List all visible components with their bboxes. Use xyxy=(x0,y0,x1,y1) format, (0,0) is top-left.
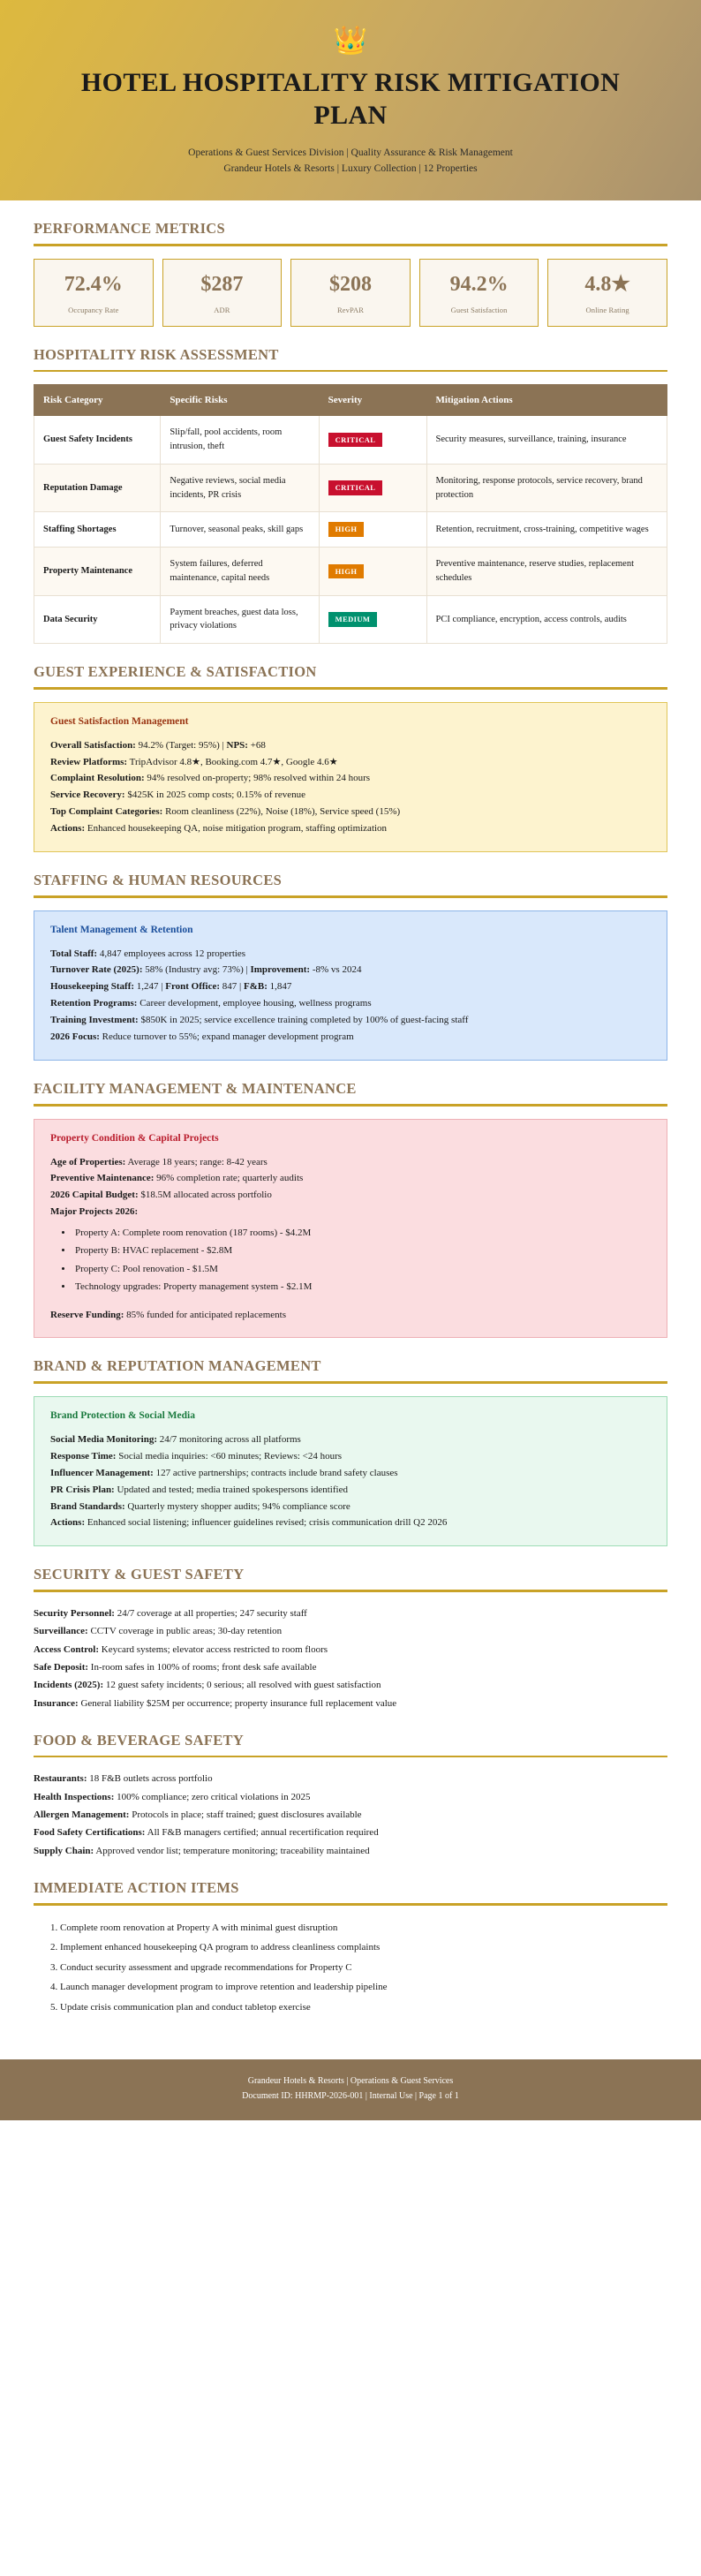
callout-title: Guest Satisfaction Management xyxy=(50,715,189,727)
column-header: Severity xyxy=(319,385,426,416)
section-title-security: SECURITY & GUEST SAFETY xyxy=(34,1566,245,1583)
footer-line-2: Document ID: HHRMP-2026-001 | Internal Use | Page 1 of 1 xyxy=(242,2090,459,2101)
mitigation-actions-cell: Monitoring, response protocols, service recovery, brand protection xyxy=(426,464,667,512)
callout-brand-protection xyxy=(34,1396,667,1546)
metric-label: RevPAR xyxy=(336,305,365,314)
callout-body: Total Staff: 4,847 employees across 12 properties Turnover Rate (2025): 58% (Industry avg: 73%) | Improvement: -8% vs 2024 Housekeeping Staff: 1,247 | Front Office: 847 | F&B: 1,847 Retention Programs: Career development, employee housing, wellness programs Training Investment: $850K in 2025; service excellence training completed by 100% of guest-facing staff 2026 Focus: Reduce turnover to 55%; expand manager development program xyxy=(50,948,469,1043)
mitigation-actions-cell: Retention, recruitment, cross-training, competitive wages xyxy=(426,512,667,548)
section-divider xyxy=(34,1903,667,1906)
status-badge: MEDIUM xyxy=(328,612,378,627)
security-lines: Security Personnel: 24/7 coverage at all properties; 247 security staff Surveillance: CCTV coverage in public areas; 30-day retention Access Control: Keycard systems; elevator access restricted to room floors Safe Deposit: In-room safes in 100% of rooms; front desk safe available Incidents (2025): 12 guest safety incidents; 0 serious; all resolved with guest satisfaction Insurance: General liability $25M per occurrence; property insurance full replacement value xyxy=(34,1607,397,1709)
document-body xyxy=(0,200,701,2059)
risk-category-cell: Reputation Damage xyxy=(34,464,161,512)
document-header xyxy=(0,0,701,200)
callout-property-condition xyxy=(34,1119,667,1339)
status-badge: CRITICAL xyxy=(328,433,383,448)
metric-card xyxy=(162,259,283,327)
list-item: 3. Conduct security assessment and upgrade recommendations for Property C xyxy=(60,1958,667,1978)
food-beverage-body xyxy=(34,1770,667,1860)
metric-label: ADR xyxy=(214,305,230,314)
list-item: • Technology upgrades: Property management system - $2.1M xyxy=(73,1278,651,1296)
section-divider xyxy=(34,895,667,898)
status-badge: HIGH xyxy=(328,522,365,537)
action-items-list xyxy=(34,1918,667,2018)
metric-value: 4.8★ xyxy=(584,272,630,296)
section-brand-reputation xyxy=(34,1357,667,1546)
section-security-guest-safety xyxy=(34,1566,667,1712)
metric-label: Guest Satisfaction xyxy=(450,305,508,314)
table-row xyxy=(34,548,667,596)
section-title-risk-assessment: HOSPITALITY RISK ASSESSMENT xyxy=(34,345,279,363)
mitigation-actions-cell: Preventive maintenance, reserve studies, replacement schedules xyxy=(426,548,667,596)
list-item: 4. Launch manager development program to improve retention and leadership pipeline xyxy=(60,1977,667,1998)
callout-talent-management xyxy=(34,910,667,1061)
table-body xyxy=(34,416,667,644)
callout-body: Social Media Monitoring: 24/7 monitoring across all platforms Response Time: Social media inquiries: <60 minutes; Reviews: <24 hours Influencer Management: 127 active partnerships; contracts include brand safety clauses PR Crisis Plan: Updated and tested; media trained spokespersons identified Brand Standards: Quarterly mystery shopper audits; 94% compliance score Actions: Enhanced social listening; influencer guidelines revised; crisis communication drill Q2 2026 xyxy=(50,1433,448,1529)
major-projects-list xyxy=(50,1224,651,1296)
column-header: Risk Category xyxy=(34,385,161,416)
header-subtitle-line-2: Grandeur Hotels & Resorts | Luxury Collection | 12 Properties xyxy=(223,163,478,175)
metric-value: $287 xyxy=(200,272,244,296)
list-item: 5. Update crisis communication plan and conduct tabletop exercise xyxy=(60,1998,667,2018)
risk-category-cell: Staffing Shortages xyxy=(34,512,161,548)
section-title-staffing: STAFFING & HUMAN RESOURCES xyxy=(34,872,283,889)
metric-value: $208 xyxy=(328,272,372,296)
section-food-beverage-safety xyxy=(34,1732,667,1860)
crown-icon: 👑 xyxy=(333,25,368,56)
callout-guest-satisfaction xyxy=(34,702,667,852)
food-beverage-lines: Restaurants: 18 F&B outlets across portfolio Health Inspections: 100% compliance; zero critical violations in 2025 Allergen Management: Protocols in place; staff trained; guest disclosures available Food Safety Certifications: All F&B managers certified; annual recertification required Supply Chain: Approved vendor list; temperature monitoring; traceability maintained xyxy=(34,1773,379,1856)
severity-cell xyxy=(319,512,426,548)
metric-card xyxy=(290,259,411,327)
list-item: • Property B: HVAC replacement - $2.8M xyxy=(73,1242,651,1259)
section-title-brand-reputation: BRAND & REPUTATION MANAGEMENT xyxy=(34,1357,321,1375)
section-title-guest-experience: GUEST EXPERIENCE & SATISFACTION xyxy=(34,663,317,681)
security-body xyxy=(34,1605,667,1712)
mitigation-actions-cell: PCI compliance, encryption, access controls, audits xyxy=(426,595,667,644)
table-row xyxy=(34,464,667,512)
section-immediate-action-items xyxy=(34,1879,667,2017)
column-header: Mitigation Actions xyxy=(426,385,667,416)
metrics-row xyxy=(34,259,667,327)
list-item: 1. Complete room renovation at Property A with minimal guest disruption xyxy=(60,1918,667,1938)
section-divider xyxy=(34,370,667,373)
column-header: Specific Risks xyxy=(161,385,319,416)
specific-risks-cell: Payment breaches, guest data loss, privacy violations xyxy=(161,595,319,644)
section-title-performance-metrics: PERFORMANCE METRICS xyxy=(34,220,225,237)
risk-category-cell: Guest Safety Incidents xyxy=(34,416,161,465)
severity-cell xyxy=(319,464,426,512)
risk-category-cell: Data Security xyxy=(34,595,161,644)
status-badge: HIGH xyxy=(328,564,365,579)
section-title-facility-management: FACILITY MANAGEMENT & MAINTENANCE xyxy=(34,1080,357,1098)
specific-risks-cell: Slip/fall, pool accidents, room intrusion, theft xyxy=(161,416,319,465)
reserve-funding-line: Reserve Funding: 85% funded for anticipated replacements xyxy=(50,1309,286,1320)
mitigation-actions-cell: Security measures, surveillance, training, insurance xyxy=(426,416,667,465)
section-risk-assessment xyxy=(34,346,667,644)
callout-title: Talent Management & Retention xyxy=(50,924,193,935)
section-title-action-items: IMMEDIATE ACTION ITEMS xyxy=(34,1879,239,1897)
table-row xyxy=(34,512,667,548)
table-row xyxy=(34,595,667,644)
severity-cell xyxy=(319,548,426,596)
metric-value: 94.2% xyxy=(449,272,509,296)
metric-label: Online Rating xyxy=(585,305,629,314)
section-divider xyxy=(34,244,667,246)
metric-label: Occupancy Rate xyxy=(68,305,119,314)
section-facility-management xyxy=(34,1080,667,1338)
metric-card xyxy=(547,259,667,327)
status-badge: CRITICAL xyxy=(328,480,383,495)
table-header xyxy=(34,385,667,416)
specific-risks-cell: System failures, deferred maintenance, capital needs xyxy=(161,548,319,596)
metric-card xyxy=(419,259,539,327)
footer-line-1: Grandeur Hotels & Resorts | Operations & Guest Services xyxy=(247,2076,454,2087)
metric-card xyxy=(34,259,154,327)
table-header-row xyxy=(34,385,667,416)
callout-title: Property Condition & Capital Projects xyxy=(50,1132,219,1144)
risk-category-cell: Property Maintenance xyxy=(34,548,161,596)
severity-cell xyxy=(319,416,426,465)
section-divider xyxy=(34,1756,667,1758)
section-performance-metrics xyxy=(34,220,667,327)
callout-title: Brand Protection & Social Media xyxy=(50,1409,195,1421)
severity-cell xyxy=(319,595,426,644)
document-footer xyxy=(0,2059,701,2120)
risk-assessment-table xyxy=(34,384,667,644)
metric-value: 72.4% xyxy=(64,272,123,296)
specific-risks-cell: Turnover, seasonal peaks, skill gaps xyxy=(161,512,319,548)
list-item: • Property C: Pool renovation - $1.5M xyxy=(73,1260,651,1278)
list-item: • Property A: Complete room renovation (187 rooms) - $4.2M xyxy=(73,1224,651,1242)
table-row xyxy=(34,416,667,465)
section-title-food-beverage: FOOD & BEVERAGE SAFETY xyxy=(34,1731,245,1749)
section-divider xyxy=(34,687,667,690)
callout-body: Age of Properties: Average 18 years; range: 8-42 years Preventive Maintenance: 96% completion rate; quarterly audits 2026 Capital Budget: $18.5M allocated across portfolio Major Projects 2026: xyxy=(50,1156,304,1218)
page-title: HOTEL HOSPITALITY RISK MITIGATION PLAN xyxy=(80,68,621,131)
section-staffing xyxy=(34,872,667,1061)
section-guest-experience xyxy=(34,663,667,852)
header-subtitle-line-1: Operations & Guest Services Division | Quality Assurance & Risk Management xyxy=(188,147,513,159)
list-item: 2. Implement enhanced housekeeping QA program to address cleanliness complaints xyxy=(60,1938,667,1958)
section-divider xyxy=(34,1381,667,1384)
specific-risks-cell: Negative reviews, social media incidents, PR crisis xyxy=(161,464,319,512)
callout-body: Overall Satisfaction: 94.2% (Target: 95%) | NPS: +68 Review Platforms: TripAdvisor 4.8★, Booking.com 4.7★, Google 4.6★ Complaint Resolution: 94% resolved on-property; 98% resolved within 24 hours Service Recovery: $425K in 2025 comp costs; 0.15% of revenue Top Complaint Categories: Room cleanliness (22%), Noise (18%), Service speed (15%) Actions: Enhanced housekeeping QA, noise mitigation program, staffing optimization xyxy=(50,739,401,835)
section-divider xyxy=(34,1590,667,1592)
section-divider xyxy=(34,1104,667,1107)
